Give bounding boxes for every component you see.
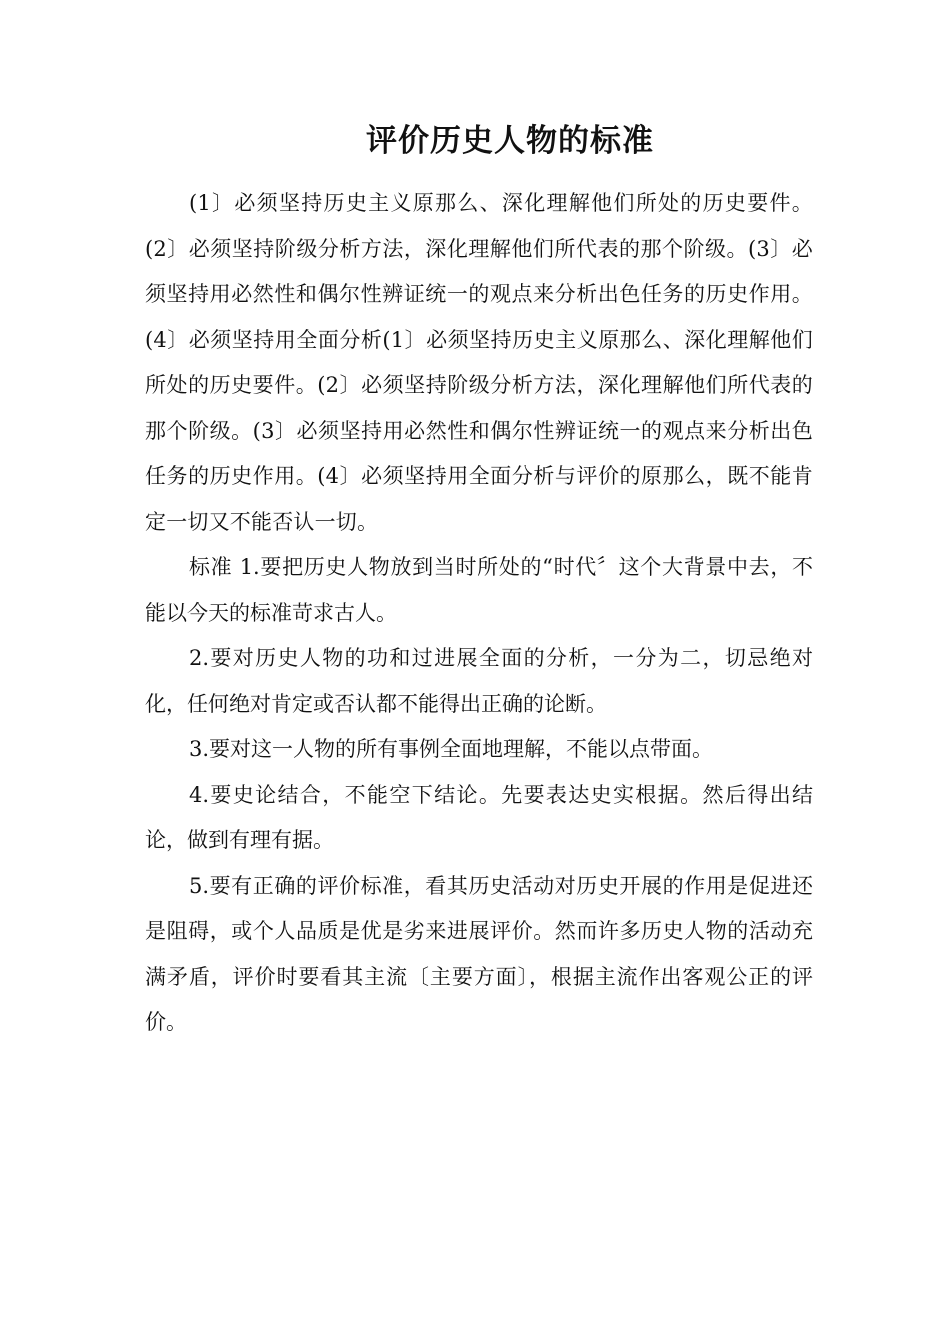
document-title: 评价历史人物的标准 xyxy=(366,123,654,159)
paragraph-standard-4: 4.要史论结合，不能空下结论。先要表达史实根据。然后得出结论，做到有理有据。 xyxy=(145,782,813,852)
paragraph-standard-1: 标准 1.要把历史人物放到当时所处的“时代〞这个大背景中去，不能以今天的标准苛求古人。 xyxy=(145,555,813,625)
document-body xyxy=(145,181,813,1046)
paragraph-principles: (1〕必须坚持历史主义原那么、深化理解他们所处的历史要件。(2〕必须坚持阶级分析方法，深化理解他们所代表的那个阶级。(3〕必须坚持用必然性和偶尔性辨证统一的观点来分析出色任务的历史作用。(4〕必须坚持用全面分析(1〕必须坚持历史主义原那么、深化理解他们所处的历史要件。(2〕必须坚持阶级分析方法，深化理解他们所代表的那个阶级。(3〕必须坚持用必然性和偶尔性辨证统一的观点来分析出色任务的历史作用。(4〕必须坚持用全面分析与评价的原那么，既不能肯定一切又不能否认一切。 xyxy=(145,191,813,534)
paragraph-standard-3: 3.要对这一人物的所有事例全面地理解，不能以点带面。 xyxy=(189,737,714,761)
paragraph-standard-5: 5.要有正确的评价标准，看其历史活动对历史开展的作用是促进还是阻碍，或个人品质是优是劣来进展评价。然而许多历史人物的活动充满矛盾，评价时要看其主流〔主要方面〕，根据主流作出客观公正的评价。 xyxy=(145,873,813,1034)
paragraph-standard-2: 2.要对历史人物的功和过进展全面的分析，一分为二，切忌绝对化，任何绝对肯定或否认都不能得出正确的论断。 xyxy=(145,646,813,716)
